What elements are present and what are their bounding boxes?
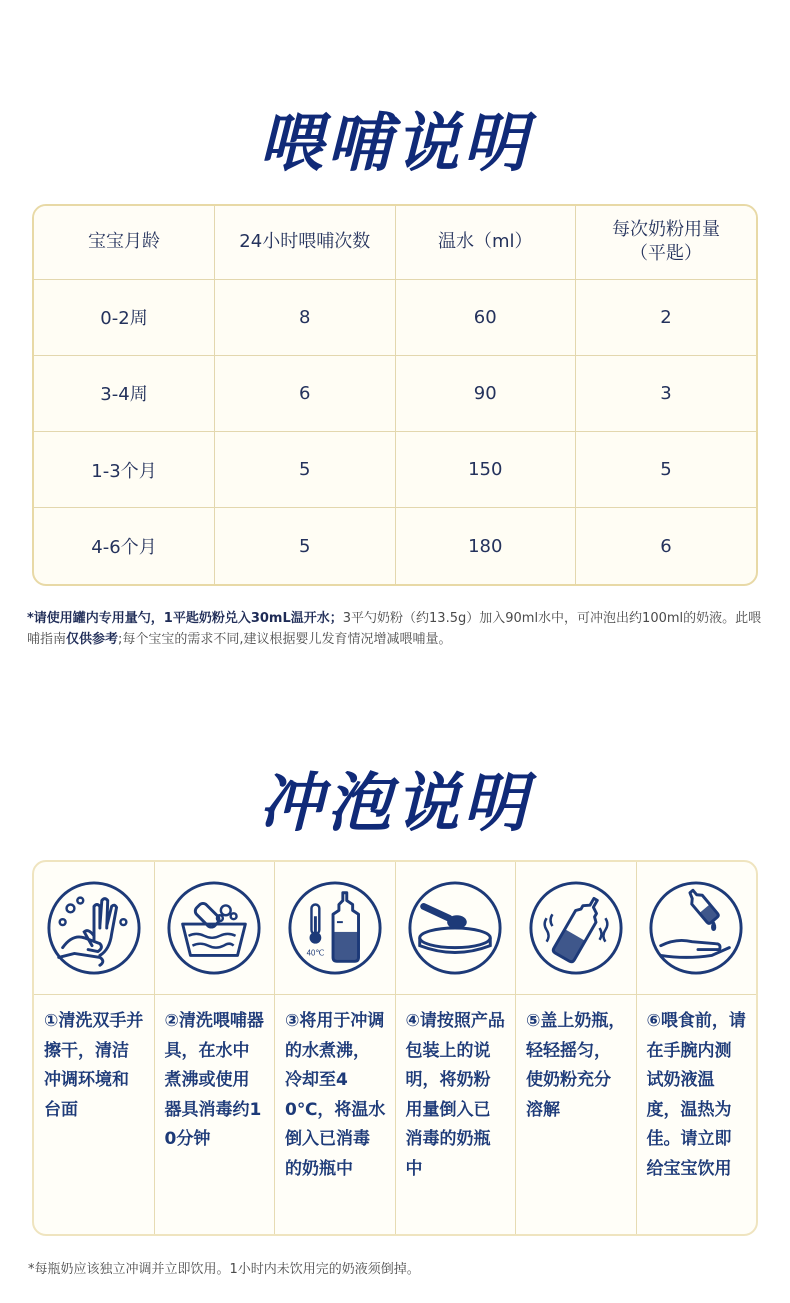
cell-water: 60 bbox=[395, 279, 576, 355]
note-bold-reference: 仅供参考 bbox=[66, 632, 119, 647]
step-icon-box bbox=[275, 862, 395, 995]
wash-hands-icon bbox=[45, 879, 143, 977]
cell-times: 6 bbox=[215, 355, 396, 431]
cell-age: 3-4周 bbox=[34, 355, 215, 431]
thermometer-bottle-icon bbox=[286, 879, 384, 977]
note-bold-scoop: *请使用罐内专用量勺，1平匙奶粉兑入30mL温开水； bbox=[27, 611, 343, 626]
table-row bbox=[34, 279, 756, 355]
step-3 bbox=[275, 862, 396, 1234]
step-5 bbox=[516, 862, 637, 1234]
step-icon-box bbox=[396, 862, 516, 995]
prep-note: *每瓶奶应该独立冲调并立即饮用。1小时内未饮用完的奶液须倒掉。 bbox=[28, 1262, 420, 1277]
step-icon-box bbox=[637, 862, 757, 995]
feeding-title: 喂哺说明 bbox=[259, 107, 531, 181]
header-age: 宝宝月龄 bbox=[34, 206, 215, 279]
step-icon-box bbox=[155, 862, 275, 995]
shake-bottle-icon bbox=[527, 879, 625, 977]
cell-powder: 2 bbox=[576, 279, 757, 355]
step-4 bbox=[396, 862, 517, 1234]
prep-steps bbox=[32, 860, 758, 1236]
table-row bbox=[34, 432, 756, 508]
boil-utensils-icon bbox=[165, 879, 263, 977]
step-3-text: ③将用于冲调的水煮沸，冷却至40℃，将温水倒入已消毒的奶瓶中 bbox=[285, 1011, 386, 1179]
header-powder-line2: （平匙） bbox=[630, 243, 702, 265]
cell-water: 150 bbox=[395, 432, 576, 508]
step-1-text: ①清洗双手并擦干，清洁冲调环境和台面 bbox=[44, 1011, 144, 1120]
cell-powder: 5 bbox=[576, 432, 757, 508]
header-powder-line1: 每次奶粉用量 bbox=[612, 219, 720, 241]
cell-water: 180 bbox=[395, 508, 576, 584]
cell-times: 5 bbox=[215, 508, 396, 584]
test-wrist-icon bbox=[647, 879, 745, 977]
table-row bbox=[34, 355, 756, 431]
cell-powder: 6 bbox=[660, 535, 672, 557]
feeding-table bbox=[32, 204, 758, 586]
table-row bbox=[34, 508, 756, 584]
step-icon-box bbox=[516, 862, 636, 995]
step-4-text: ④请按照产品包装上的说明，将奶粉用量倒入已消毒的奶瓶中 bbox=[405, 1011, 505, 1179]
step-1 bbox=[34, 862, 155, 1234]
table-header-row bbox=[34, 206, 756, 279]
header-times: 24小时喂哺次数 bbox=[215, 206, 396, 279]
cell-powder: 3 bbox=[576, 355, 757, 431]
prep-title: 冲泡说明 bbox=[259, 767, 531, 841]
feeding-note bbox=[27, 608, 767, 650]
step-2 bbox=[155, 862, 276, 1234]
note-text: 3平勺奶粉（约13.5g）加入90ml水中，可冲泡出约100ml的奶液。此喂哺指南 bbox=[27, 611, 762, 647]
cell-times: 5 bbox=[215, 432, 396, 508]
cell-age: 0-2周 bbox=[34, 279, 215, 355]
step-icon-box bbox=[34, 862, 154, 995]
note-text-tail: ;每个宝宝的需求不同,建议根据婴儿发育情况增减喂哺量。 bbox=[118, 632, 452, 647]
header-water: 温水（ml） bbox=[395, 206, 576, 279]
header-powder bbox=[576, 206, 757, 279]
cell-times: 8 bbox=[215, 279, 396, 355]
cell-age: 1-3个月 bbox=[34, 432, 215, 508]
step-6-text: ⑥喂食前，请在手腕内测试奶液温度，温热为佳。请立即给宝宝饮用 bbox=[646, 1011, 746, 1179]
step-6 bbox=[637, 862, 757, 1234]
cell-age: 4-6个月 bbox=[34, 508, 215, 584]
cell-water: 90 bbox=[395, 355, 576, 431]
step-2-text: ②清洗喂哺器具，在水中煮沸或使用器具消毒约10分钟 bbox=[164, 1011, 264, 1149]
step-5-text: ⑤盖上奶瓶，轻轻摇匀，使奶粉充分溶解 bbox=[526, 1011, 626, 1120]
thermo-label: 40℃ bbox=[306, 948, 324, 958]
scoop-powder-icon bbox=[406, 879, 504, 977]
